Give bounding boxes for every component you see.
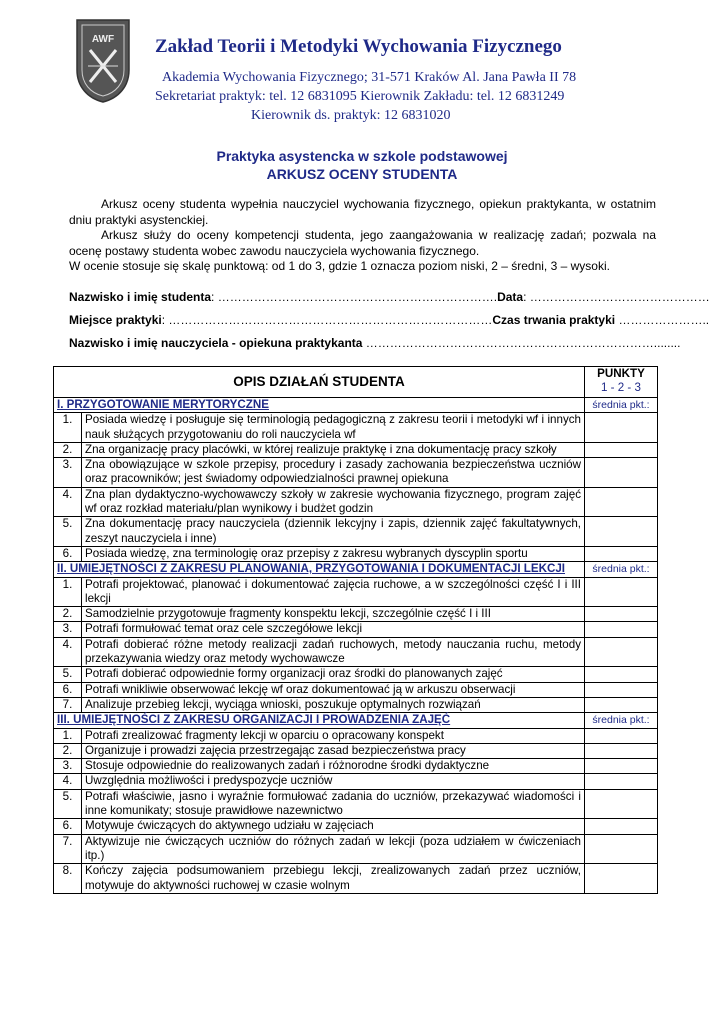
points-range: 1 - 2 - 3 (601, 381, 641, 394)
date-label: Data (497, 290, 524, 304)
criterion-points-cell[interactable] (585, 517, 658, 547)
criterion-points-cell[interactable] (585, 607, 658, 622)
criterion-row (54, 743, 658, 758)
description-column-header: OPIS DZIAŁAŃ STUDENTA (54, 367, 585, 398)
document-subtitle: ARKUSZ OCENY STUDENTA (266, 166, 458, 182)
criterion-number: 6. (54, 819, 82, 834)
date-dots: : ……………………………………… (523, 290, 710, 304)
section-average-cell[interactable]: średnia pkt.: (585, 713, 658, 728)
criterion-text: Samodzielnie przygotowuje fragmenty konspektu lekcji, szczególnie część I i III (82, 607, 585, 622)
criterion-number: 2. (54, 743, 82, 758)
criterion-number: 1. (54, 728, 82, 743)
criterion-row (54, 819, 658, 834)
duration-label: Czas trwania praktyki (492, 313, 616, 327)
criterion-number: 5. (54, 667, 82, 682)
criterion-text: Potrafi formułować temat oraz cele szczegółowe lekcji (82, 622, 585, 637)
criterion-row (54, 487, 658, 517)
institution-title: Zakład Teorii i Metodyki Wychowania Fizycznego (155, 36, 562, 57)
section-title: I. PRZYGOTOWANIE MERYTORYCZNE (57, 398, 269, 411)
criterion-text: Zna obowiązujące w szkole przepisy, procedury i zasady zachowania bezpieczeństwa uczniów oraz pracowników; jest świadomy odpowiedzialności prawnej opiekuna (82, 458, 585, 488)
section-title: III. UMIEJĘTNOŚCI Z ZAKRESU ORGANIZACJI I PROWADZENIA ZAJĘĆ (57, 713, 451, 727)
criterion-text: Posiada wiedzę, zna terminologię oraz przepisy z zakresu wybranych dyscyplin sportu (82, 546, 585, 561)
intro-text (69, 197, 656, 275)
criterion-number: 3. (54, 759, 82, 774)
criterion-number: 6. (54, 682, 82, 697)
criterion-text: Motywuje ćwiczących do aktywnego udziału w zajęciach (82, 819, 585, 834)
criterion-text: Uwzględnia możliwości i predyspozycje uczniów (82, 774, 585, 789)
criterion-text: Potrafi wnikliwie obserwować lekcję wf oraz dokumentować ją w arkuszu obserwacji (82, 682, 585, 697)
practice-place-field[interactable] (69, 313, 709, 327)
criterion-text: Potrafi dobierać różne metody realizacji zadań ruchowych, metody nauczania ruchu, metody przekazywania wiedzy oraz metody wychowawcze (82, 637, 585, 667)
student-name-field[interactable] (69, 290, 710, 304)
institution-phones: Sekretariat praktyk: tel. 12 6831095 Kierownik Zakładu: tel. 12 6831249 (155, 89, 565, 104)
criterion-number: 4. (54, 637, 82, 667)
points-column-header (585, 367, 658, 398)
intro-paragraph-2: Arkusz służy do oceny kompetencji studenta, jego zaangażowania w realizację zadań; pozwala na ocenę postawy studenta wobec zawodu nauczyciela wychowania fizycznego. (69, 228, 656, 258)
criterion-points-cell[interactable] (585, 728, 658, 743)
criterion-points-cell[interactable] (585, 682, 658, 697)
section-title-cell (54, 398, 585, 413)
teacher-name-label: Nazwisko i imię nauczyciela - opiekuna praktykanta (69, 336, 363, 350)
criterion-text: Potrafi projektować, planować i dokumentować zajęcia ruchowe, a w szczególności część I i III lekcji (82, 577, 585, 607)
criterion-points-cell[interactable] (585, 487, 658, 517)
criterion-text: Potrafi zrealizować fragmenty lekcji w oparciu o opracowany konspekt (82, 728, 585, 743)
section-header-row (54, 562, 658, 577)
practice-place-label: Miejsce praktyki (69, 313, 162, 327)
criterion-row (54, 622, 658, 637)
criterion-points-cell[interactable] (585, 789, 658, 819)
section-title-cell (54, 713, 585, 728)
criterion-number: 2. (54, 442, 82, 457)
criterion-points-cell[interactable] (585, 413, 658, 443)
criterion-row (54, 774, 658, 789)
criterion-row (54, 546, 658, 561)
criterion-points-cell[interactable] (585, 743, 658, 758)
criterion-number: 5. (54, 517, 82, 547)
teacher-name-dots: ………………………………………………………………........ (362, 336, 681, 350)
criterion-text: Kończy zajęcia podsumowaniem przebiegu lekcji, zrealizowanych zadań przez uczniów, motywuje do aktywności ruchowej w czasie wolnym (82, 864, 585, 894)
teacher-name-field[interactable] (69, 336, 680, 350)
intro-paragraph-1: Arkusz oceny studenta wypełnia nauczyciel wychowania fizycznego, opiekun praktykanta, w ostatnim dniu praktyki asystenckiej. (69, 197, 656, 227)
practice-manager-phone: Kierownik ds. praktyk: 12 6831020 (251, 108, 451, 123)
criterion-points-cell[interactable] (585, 622, 658, 637)
criterion-text: Potrafi właściwie, jasno i wyraźnie formułować zadania do uczniów, przekazywać wiadomości i inne komunikaty; stosuje prawidłowe nazewnictwo (82, 789, 585, 819)
criterion-row (54, 442, 658, 457)
criterion-row (54, 789, 658, 819)
criterion-points-cell[interactable] (585, 774, 658, 789)
criterion-text: Zna plan dydaktyczno-wychowawczy szkoły w zakresie wychowania fizycznego, program zajęć wf oraz rozkład materiału/plan wynikowy i budżet godzin (82, 487, 585, 517)
evaluation-table (53, 366, 658, 894)
criterion-points-cell[interactable] (585, 834, 658, 864)
section-average-cell[interactable]: średnia pkt.: (585, 562, 658, 577)
criterion-row (54, 413, 658, 443)
criterion-row (54, 759, 658, 774)
criterion-points-cell[interactable] (585, 667, 658, 682)
intro-paragraph-3: W ocenie stosuje się skalę punktową: od 1 do 3, gdzie 1 oznacza poziom niski, 2 – średni, 3 – wysoki. (69, 259, 610, 273)
criterion-text: Aktywizuje nie ćwiczących uczniów do różnych zadań w lekcji (poza udziałem w ćwiczeniach itp.) (82, 834, 585, 864)
criterion-number: 6. (54, 546, 82, 561)
section-header-row (54, 398, 658, 413)
criterion-row (54, 728, 658, 743)
criterion-points-cell[interactable] (585, 819, 658, 834)
criterion-row (54, 577, 658, 607)
criterion-text: Zna organizację pracy placówki, w której realizuje praktykę i zna dokumentację pracy szkoły (82, 442, 585, 457)
criterion-points-cell[interactable] (585, 442, 658, 457)
criterion-points-cell[interactable] (585, 759, 658, 774)
student-name-dots: : ……………………………………………………………. (211, 290, 498, 304)
points-header-label: PUNKTY (597, 367, 645, 380)
duration-dots: ………………….. (615, 313, 710, 327)
criterion-points-cell[interactable] (585, 864, 658, 894)
section-title-cell (54, 562, 585, 577)
criterion-row (54, 637, 658, 667)
criterion-text: Organizuje i prowadzi zajęcia przestrzegając zasad bezpieczeństwa pracy (82, 743, 585, 758)
criterion-points-cell[interactable] (585, 637, 658, 667)
practice-place-dots: : ……………………………………………………………………… (161, 313, 493, 327)
criterion-number: 3. (54, 622, 82, 637)
criterion-points-cell[interactable] (585, 546, 658, 561)
document-title: Praktyka asystencka w szkole podstawowej (216, 148, 508, 164)
awf-logo (74, 16, 132, 104)
criterion-points-cell[interactable] (585, 697, 658, 712)
section-average-cell[interactable]: średnia pkt.: (585, 398, 658, 413)
criterion-number: 1. (54, 413, 82, 443)
criterion-text: Analizuje przebieg lekcji, wyciąga wnioski, poszukuje optymalnych rozwiązań (82, 697, 585, 712)
criterion-number: 7. (54, 697, 82, 712)
criterion-row (54, 517, 658, 547)
criterion-points-cell[interactable] (585, 577, 658, 607)
criterion-number: 2. (54, 607, 82, 622)
criterion-text: Potrafi dobierać odpowiednie formy organizacji oraz środki do planowanych zajęć (82, 667, 585, 682)
criterion-points-cell[interactable] (585, 458, 658, 488)
criterion-number: 7. (54, 834, 82, 864)
criterion-row (54, 697, 658, 712)
section-header-row (54, 713, 658, 728)
section-title: II. UMIEJĘTNOŚCI Z ZAKRESU PLANOWANIA, PRZYGOTOWANIA I DOKUMENTACJI LEKCJI (57, 562, 566, 576)
criterion-text: Posiada wiedzę i posługuje się terminologią pedagogiczną z zakresu teorii i metodyki wf i innych nauk służących przygotowaniu do roli nauczyciela wf (82, 413, 585, 443)
criterion-number: 4. (54, 487, 82, 517)
criterion-row (54, 607, 658, 622)
criterion-number: 4. (54, 774, 82, 789)
criterion-number: 8. (54, 864, 82, 894)
criterion-row (54, 667, 658, 682)
student-name-label: Nazwisko i imię studenta (69, 290, 212, 304)
criterion-row (54, 864, 658, 894)
institution-address: Akademia Wychowania Fizycznego; 31-571 Kraków Al. Jana Pawła II 78 (162, 70, 577, 85)
criterion-row (54, 458, 658, 488)
criterion-number: 3. (54, 458, 82, 488)
criterion-text: Zna dokumentację pracy nauczyciela (dziennik lekcyjny i zapis, dziennik zajęć fakultatywnych, zeszyt nauczyciela i inne) (82, 517, 585, 547)
criterion-number: 1. (54, 577, 82, 607)
criterion-number: 5. (54, 789, 82, 819)
criterion-row (54, 682, 658, 697)
criterion-text: Stosuje odpowiednie do realizowanych zadań i różnorodne środki dydaktyczne (82, 759, 585, 774)
criterion-row (54, 834, 658, 864)
logo-text: AWF (91, 34, 115, 45)
